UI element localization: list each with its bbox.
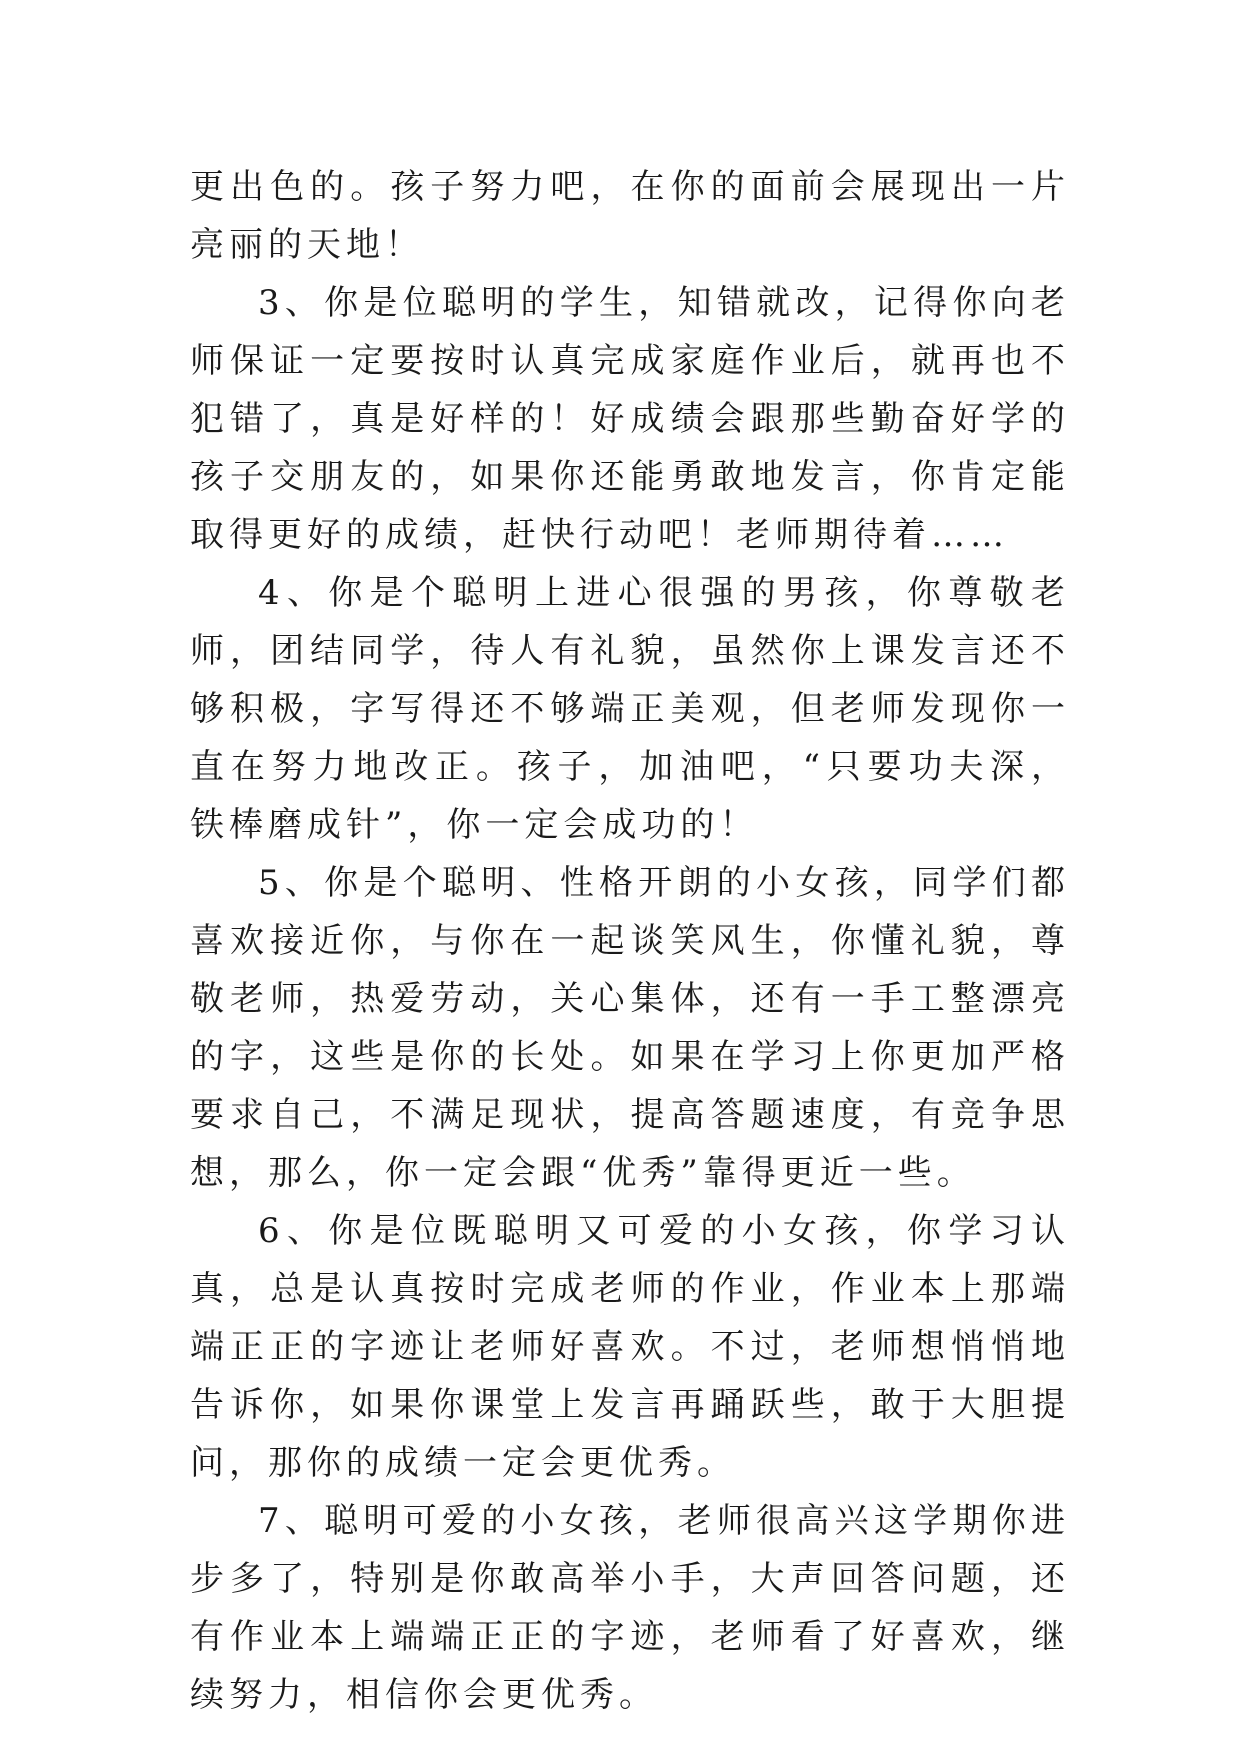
paragraph-comment-6: 6、你是位既聪明又可爱的小女孩，你学习认真，总是认真按时完成老师的作业，作业本上那端端正正的字迹让老师好喜欢。不过，老师想悄悄地告诉你，如果你课堂上发言再踊跃些，敢于大胆提问，那你的成绩一定会更优秀。 (190, 1211, 1070, 1483)
paragraph-continuation: 更出色的。孩子努力吧，在你的面前会展现出一片亮丽的天地！ (190, 167, 1070, 265)
paragraph-comment-4: 4、你是个聪明上进心很强的男孩，你尊敬老师，团结同学，待人有礼貌，虽然你上课发言还不够积极，字写得还不够端正美观，但老师发现你一直在努力地改正。孩子，加油吧，“只要功夫深，铁棒磨成针”，你一定会成功的！ (190, 573, 1070, 845)
document-body (190, 158, 1070, 1724)
paragraph-comment-7: 7、聪明可爱的小女孩，老师很高兴这学期你进步多了，特别是你敢高举小手，大声回答问题，还有作业本上端端正正的字迹，老师看了好喜欢，继续努力，相信你会更优秀。 (190, 1501, 1070, 1715)
paragraph-comment-3: 3、你是位聪明的学生，知错就改，记得你向老师保证一定要按时认真完成家庭作业后，就再也不犯错了，真是好样的！好成绩会跟那些勤奋好学的孩子交朋友的，如果你还能勇敢地发言，你肯定能取得更好的成绩，赶快行动吧！老师期待着…… (190, 283, 1070, 555)
paragraph-comment-5: 5、你是个聪明、性格开朗的小女孩，同学们都喜欢接近你，与你在一起谈笑风生，你懂礼貌，尊敬老师，热爱劳动，关心集体，还有一手工整漂亮的字，这些是你的长处。如果在学习上你更加严格要求自己，不满足现状，提高答题速度，有竞争思想，那么，你一定会跟“优秀”靠得更近一些。 (190, 863, 1070, 1193)
